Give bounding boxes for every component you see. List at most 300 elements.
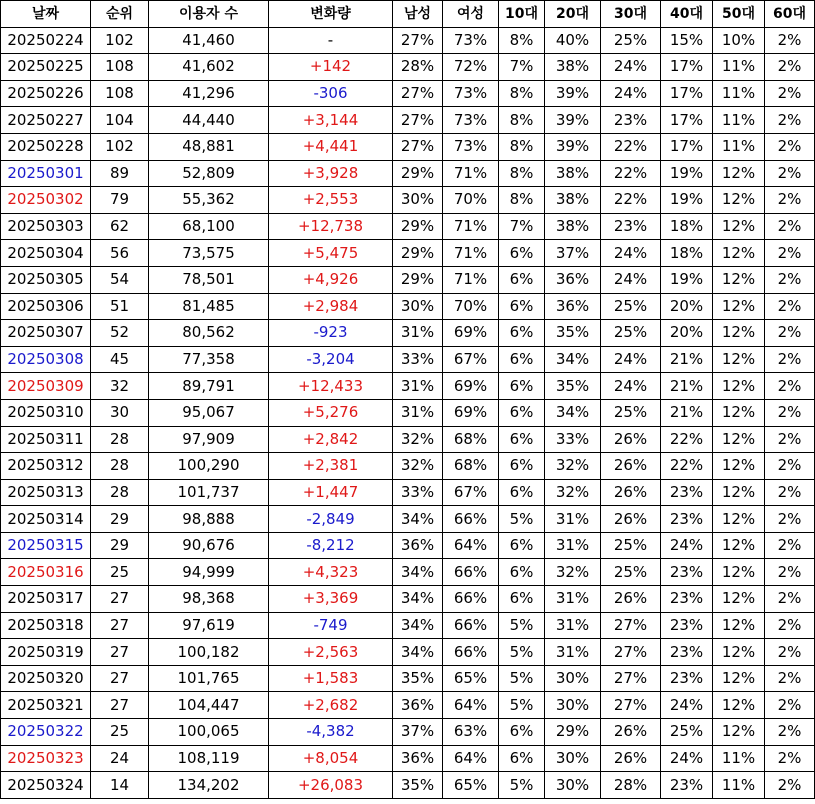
cell-age-40s: 23% (661, 612, 713, 639)
cell-change: +2,842 (269, 426, 393, 453)
cell-rank: 28 (91, 479, 149, 506)
cell-date: 20250311 (1, 426, 91, 453)
cell-age-30s: 22% (601, 133, 661, 160)
cell-change: +1,583 (269, 665, 393, 692)
cell-age-50s: 12% (713, 532, 765, 559)
cell-date: 20250224 (1, 27, 91, 54)
cell-age-50s: 12% (713, 559, 765, 586)
cell-female: 71% (443, 240, 499, 267)
table-row (1, 665, 815, 692)
header-age-40s: 40대 (661, 1, 713, 28)
cell-users: 95,067 (149, 399, 269, 426)
cell-female: 72% (443, 54, 499, 81)
cell-age-10s: 6% (499, 586, 545, 613)
cell-rank: 27 (91, 586, 149, 613)
cell-age-50s: 11% (713, 772, 765, 799)
cell-users: 41,460 (149, 27, 269, 54)
cell-date: 20250313 (1, 479, 91, 506)
cell-age-60s: 2% (765, 665, 815, 692)
cell-change: +2,984 (269, 293, 393, 320)
cell-age-30s: 26% (601, 426, 661, 453)
cell-male: 29% (393, 213, 443, 240)
cell-rank: 25 (91, 559, 149, 586)
table-row (1, 612, 815, 639)
cell-age-40s: 17% (661, 107, 713, 134)
cell-rank: 29 (91, 506, 149, 533)
cell-age-20s: 39% (545, 107, 601, 134)
cell-age-30s: 25% (601, 532, 661, 559)
cell-rank: 108 (91, 80, 149, 107)
cell-change: +2,682 (269, 692, 393, 719)
cell-age-20s: 35% (545, 373, 601, 400)
cell-age-60s: 2% (765, 479, 815, 506)
cell-users: 52,809 (149, 160, 269, 187)
cell-users: 80,562 (149, 320, 269, 347)
cell-users: 100,290 (149, 453, 269, 480)
cell-age-40s: 24% (661, 532, 713, 559)
table-row (1, 373, 815, 400)
cell-age-60s: 2% (765, 320, 815, 347)
cell-age-60s: 2% (765, 639, 815, 666)
cell-age-50s: 12% (713, 266, 765, 293)
table-row (1, 719, 815, 746)
cell-age-30s: 26% (601, 506, 661, 533)
cell-age-40s: 23% (661, 772, 713, 799)
cell-age-30s: 26% (601, 586, 661, 613)
cell-age-30s: 24% (601, 240, 661, 267)
header-age-60s: 60대 (765, 1, 815, 28)
cell-age-30s: 24% (601, 346, 661, 373)
cell-rank: 56 (91, 240, 149, 267)
cell-age-30s: 23% (601, 107, 661, 134)
cell-age-20s: 32% (545, 559, 601, 586)
cell-rank: 29 (91, 532, 149, 559)
cell-male: 35% (393, 772, 443, 799)
cell-age-10s: 5% (499, 639, 545, 666)
cell-male: 34% (393, 559, 443, 586)
cell-change: +1,447 (269, 479, 393, 506)
table-row (1, 107, 815, 134)
table-row (1, 639, 815, 666)
cell-age-40s: 21% (661, 399, 713, 426)
cell-age-40s: 23% (661, 506, 713, 533)
cell-age-20s: 33% (545, 426, 601, 453)
cell-female: 65% (443, 665, 499, 692)
cell-age-10s: 6% (499, 453, 545, 480)
cell-date: 20250315 (1, 532, 91, 559)
cell-male: 34% (393, 612, 443, 639)
cell-age-50s: 12% (713, 399, 765, 426)
cell-female: 66% (443, 639, 499, 666)
cell-age-40s: 18% (661, 240, 713, 267)
cell-rank: 25 (91, 719, 149, 746)
cell-age-10s: 6% (499, 293, 545, 320)
cell-male: 27% (393, 80, 443, 107)
cell-age-10s: 8% (499, 187, 545, 214)
header-age-10s: 10대 (499, 1, 545, 28)
table-row (1, 240, 815, 267)
cell-age-40s: 19% (661, 160, 713, 187)
cell-change: -8,212 (269, 532, 393, 559)
cell-age-30s: 26% (601, 719, 661, 746)
cell-change: +12,433 (269, 373, 393, 400)
cell-male: 31% (393, 373, 443, 400)
cell-rank: 45 (91, 346, 149, 373)
table-row (1, 426, 815, 453)
cell-change: -2,849 (269, 506, 393, 533)
cell-age-20s: 30% (545, 692, 601, 719)
cell-users: 104,447 (149, 692, 269, 719)
cell-age-40s: 20% (661, 320, 713, 347)
cell-users: 90,676 (149, 532, 269, 559)
cell-rank: 62 (91, 213, 149, 240)
cell-age-30s: 25% (601, 293, 661, 320)
cell-date: 20250227 (1, 107, 91, 134)
cell-female: 67% (443, 346, 499, 373)
header-users: 이용자 수 (149, 1, 269, 28)
cell-change: +26,083 (269, 772, 393, 799)
cell-age-40s: 19% (661, 187, 713, 214)
cell-age-60s: 2% (765, 27, 815, 54)
cell-date: 20250323 (1, 745, 91, 772)
header-age-30s: 30대 (601, 1, 661, 28)
cell-date: 20250305 (1, 266, 91, 293)
cell-age-50s: 11% (713, 133, 765, 160)
cell-change: +4,926 (269, 266, 393, 293)
cell-age-10s: 6% (499, 346, 545, 373)
table-row (1, 506, 815, 533)
cell-age-20s: 38% (545, 187, 601, 214)
cell-age-50s: 12% (713, 187, 765, 214)
cell-male: 36% (393, 745, 443, 772)
cell-age-10s: 8% (499, 107, 545, 134)
cell-male: 35% (393, 665, 443, 692)
cell-male: 30% (393, 293, 443, 320)
cell-age-60s: 2% (765, 745, 815, 772)
cell-male: 27% (393, 107, 443, 134)
cell-users: 97,909 (149, 426, 269, 453)
table-row (1, 213, 815, 240)
cell-rank: 27 (91, 692, 149, 719)
cell-female: 70% (443, 187, 499, 214)
cell-age-50s: 12% (713, 453, 765, 480)
cell-rank: 51 (91, 293, 149, 320)
cell-age-60s: 2% (765, 586, 815, 613)
cell-male: 33% (393, 346, 443, 373)
cell-age-10s: 5% (499, 665, 545, 692)
cell-rank: 14 (91, 772, 149, 799)
cell-female: 71% (443, 213, 499, 240)
cell-users: 68,100 (149, 213, 269, 240)
table-row (1, 692, 815, 719)
cell-age-20s: 31% (545, 639, 601, 666)
cell-male: 36% (393, 532, 443, 559)
cell-age-50s: 12% (713, 240, 765, 267)
cell-users: 73,575 (149, 240, 269, 267)
cell-female: 64% (443, 745, 499, 772)
table-row (1, 479, 815, 506)
cell-age-40s: 22% (661, 426, 713, 453)
cell-rank: 102 (91, 133, 149, 160)
cell-change: +4,441 (269, 133, 393, 160)
cell-users: 81,485 (149, 293, 269, 320)
cell-age-10s: 8% (499, 133, 545, 160)
cell-rank: 27 (91, 639, 149, 666)
cell-age-30s: 22% (601, 187, 661, 214)
cell-date: 20250324 (1, 772, 91, 799)
cell-age-40s: 20% (661, 293, 713, 320)
cell-age-40s: 22% (661, 453, 713, 480)
cell-age-30s: 27% (601, 665, 661, 692)
cell-age-50s: 11% (713, 745, 765, 772)
cell-male: 28% (393, 54, 443, 81)
cell-age-20s: 40% (545, 27, 601, 54)
header-rank: 순위 (91, 1, 149, 28)
cell-age-30s: 25% (601, 399, 661, 426)
cell-age-40s: 21% (661, 346, 713, 373)
cell-age-40s: 25% (661, 719, 713, 746)
cell-female: 64% (443, 532, 499, 559)
table-row (1, 293, 815, 320)
cell-age-50s: 12% (713, 639, 765, 666)
cell-change: +4,323 (269, 559, 393, 586)
cell-date: 20250308 (1, 346, 91, 373)
table-row (1, 745, 815, 772)
cell-age-10s: 6% (499, 719, 545, 746)
cell-age-50s: 12% (713, 426, 765, 453)
cell-male: 27% (393, 27, 443, 54)
cell-female: 69% (443, 373, 499, 400)
cell-female: 66% (443, 612, 499, 639)
cell-age-20s: 31% (545, 586, 601, 613)
cell-age-40s: 23% (661, 639, 713, 666)
cell-rank: 54 (91, 266, 149, 293)
cell-female: 64% (443, 692, 499, 719)
cell-date: 20250314 (1, 506, 91, 533)
cell-age-60s: 2% (765, 426, 815, 453)
cell-age-20s: 29% (545, 719, 601, 746)
cell-date: 20250321 (1, 692, 91, 719)
header-change: 변화량 (269, 1, 393, 28)
cell-female: 69% (443, 399, 499, 426)
cell-age-40s: 15% (661, 27, 713, 54)
cell-users: 101,765 (149, 665, 269, 692)
cell-date: 20250306 (1, 293, 91, 320)
cell-date: 20250304 (1, 240, 91, 267)
cell-age-50s: 10% (713, 27, 765, 54)
header-age-20s: 20대 (545, 1, 601, 28)
cell-age-60s: 2% (765, 373, 815, 400)
cell-male: 34% (393, 639, 443, 666)
cell-age-10s: 6% (499, 479, 545, 506)
cell-age-20s: 30% (545, 745, 601, 772)
cell-age-40s: 23% (661, 586, 713, 613)
cell-age-50s: 12% (713, 719, 765, 746)
cell-change: +2,381 (269, 453, 393, 480)
table-row (1, 399, 815, 426)
cell-users: 101,737 (149, 479, 269, 506)
cell-users: 41,602 (149, 54, 269, 81)
cell-date: 20250310 (1, 399, 91, 426)
cell-age-60s: 2% (765, 719, 815, 746)
cell-users: 44,440 (149, 107, 269, 134)
cell-age-20s: 30% (545, 665, 601, 692)
cell-age-60s: 2% (765, 80, 815, 107)
table-row (1, 266, 815, 293)
cell-users: 108,119 (149, 745, 269, 772)
cell-age-40s: 17% (661, 54, 713, 81)
table-row (1, 320, 815, 347)
cell-change: +3,144 (269, 107, 393, 134)
cell-male: 29% (393, 160, 443, 187)
cell-age-50s: 12% (713, 506, 765, 533)
cell-age-50s: 12% (713, 692, 765, 719)
cell-age-50s: 12% (713, 479, 765, 506)
cell-age-20s: 34% (545, 346, 601, 373)
cell-age-60s: 2% (765, 506, 815, 533)
cell-date: 20250307 (1, 320, 91, 347)
cell-age-20s: 32% (545, 453, 601, 480)
cell-age-30s: 28% (601, 772, 661, 799)
cell-age-50s: 12% (713, 586, 765, 613)
cell-change: -749 (269, 612, 393, 639)
cell-male: 30% (393, 187, 443, 214)
cell-rank: 28 (91, 453, 149, 480)
cell-age-30s: 26% (601, 745, 661, 772)
cell-age-10s: 5% (499, 612, 545, 639)
cell-age-60s: 2% (765, 160, 815, 187)
cell-users: 78,501 (149, 266, 269, 293)
cell-age-10s: 6% (499, 373, 545, 400)
cell-users: 77,358 (149, 346, 269, 373)
cell-age-30s: 24% (601, 266, 661, 293)
cell-age-60s: 2% (765, 107, 815, 134)
cell-change: -4,382 (269, 719, 393, 746)
cell-age-30s: 25% (601, 559, 661, 586)
cell-age-20s: 32% (545, 479, 601, 506)
cell-age-10s: 5% (499, 692, 545, 719)
cell-age-30s: 27% (601, 639, 661, 666)
cell-change: +5,276 (269, 399, 393, 426)
cell-age-10s: 5% (499, 506, 545, 533)
table-row (1, 160, 815, 187)
cell-rank: 52 (91, 320, 149, 347)
cell-male: 34% (393, 506, 443, 533)
cell-age-10s: 6% (499, 745, 545, 772)
cell-rank: 89 (91, 160, 149, 187)
header-female: 여성 (443, 1, 499, 28)
cell-female: 71% (443, 266, 499, 293)
cell-age-60s: 2% (765, 532, 815, 559)
cell-female: 73% (443, 27, 499, 54)
cell-female: 65% (443, 772, 499, 799)
table-row (1, 772, 815, 799)
cell-date: 20250228 (1, 133, 91, 160)
cell-male: 29% (393, 240, 443, 267)
cell-rank: 27 (91, 612, 149, 639)
cell-rank: 24 (91, 745, 149, 772)
cell-age-50s: 12% (713, 213, 765, 240)
cell-age-10s: 8% (499, 160, 545, 187)
cell-age-20s: 31% (545, 612, 601, 639)
cell-age-10s: 6% (499, 399, 545, 426)
cell-rank: 28 (91, 426, 149, 453)
cell-age-10s: 6% (499, 426, 545, 453)
cell-rank: 108 (91, 54, 149, 81)
table-row (1, 54, 815, 81)
table-header-row (1, 1, 815, 28)
cell-age-40s: 18% (661, 213, 713, 240)
table-row (1, 559, 815, 586)
cell-age-30s: 25% (601, 320, 661, 347)
table-row (1, 453, 815, 480)
cell-change: +142 (269, 54, 393, 81)
cell-date: 20250309 (1, 373, 91, 400)
cell-age-20s: 31% (545, 532, 601, 559)
cell-age-60s: 2% (765, 399, 815, 426)
cell-female: 73% (443, 80, 499, 107)
cell-age-60s: 2% (765, 187, 815, 214)
cell-female: 68% (443, 426, 499, 453)
cell-female: 73% (443, 133, 499, 160)
cell-age-20s: 39% (545, 80, 601, 107)
cell-rank: 79 (91, 187, 149, 214)
cell-age-10s: 7% (499, 213, 545, 240)
cell-age-10s: 7% (499, 54, 545, 81)
table-row (1, 80, 815, 107)
cell-female: 63% (443, 719, 499, 746)
cell-age-20s: 31% (545, 506, 601, 533)
cell-change: +2,553 (269, 187, 393, 214)
cell-age-30s: 24% (601, 80, 661, 107)
cell-date: 20250319 (1, 639, 91, 666)
cell-age-60s: 2% (765, 453, 815, 480)
cell-age-50s: 12% (713, 293, 765, 320)
table-row (1, 187, 815, 214)
cell-users: 55,362 (149, 187, 269, 214)
cell-date: 20250322 (1, 719, 91, 746)
cell-age-50s: 12% (713, 373, 765, 400)
cell-age-60s: 2% (765, 692, 815, 719)
cell-date: 20250318 (1, 612, 91, 639)
cell-age-20s: 39% (545, 133, 601, 160)
cell-female: 69% (443, 320, 499, 347)
cell-age-60s: 2% (765, 54, 815, 81)
cell-age-30s: 23% (601, 213, 661, 240)
cell-age-40s: 24% (661, 745, 713, 772)
cell-change: +3,928 (269, 160, 393, 187)
cell-male: 27% (393, 133, 443, 160)
cell-male: 37% (393, 719, 443, 746)
cell-age-30s: 22% (601, 160, 661, 187)
cell-age-50s: 11% (713, 80, 765, 107)
cell-age-20s: 37% (545, 240, 601, 267)
cell-date: 20250303 (1, 213, 91, 240)
cell-users: 94,999 (149, 559, 269, 586)
cell-age-20s: 36% (545, 266, 601, 293)
cell-age-40s: 21% (661, 373, 713, 400)
cell-age-10s: 8% (499, 80, 545, 107)
cell-male: 31% (393, 399, 443, 426)
cell-rank: 30 (91, 399, 149, 426)
cell-age-10s: 6% (499, 320, 545, 347)
cell-age-40s: 19% (661, 266, 713, 293)
cell-age-30s: 27% (601, 692, 661, 719)
cell-age-50s: 12% (713, 160, 765, 187)
cell-female: 66% (443, 586, 499, 613)
cell-age-40s: 17% (661, 133, 713, 160)
cell-rank: 102 (91, 27, 149, 54)
